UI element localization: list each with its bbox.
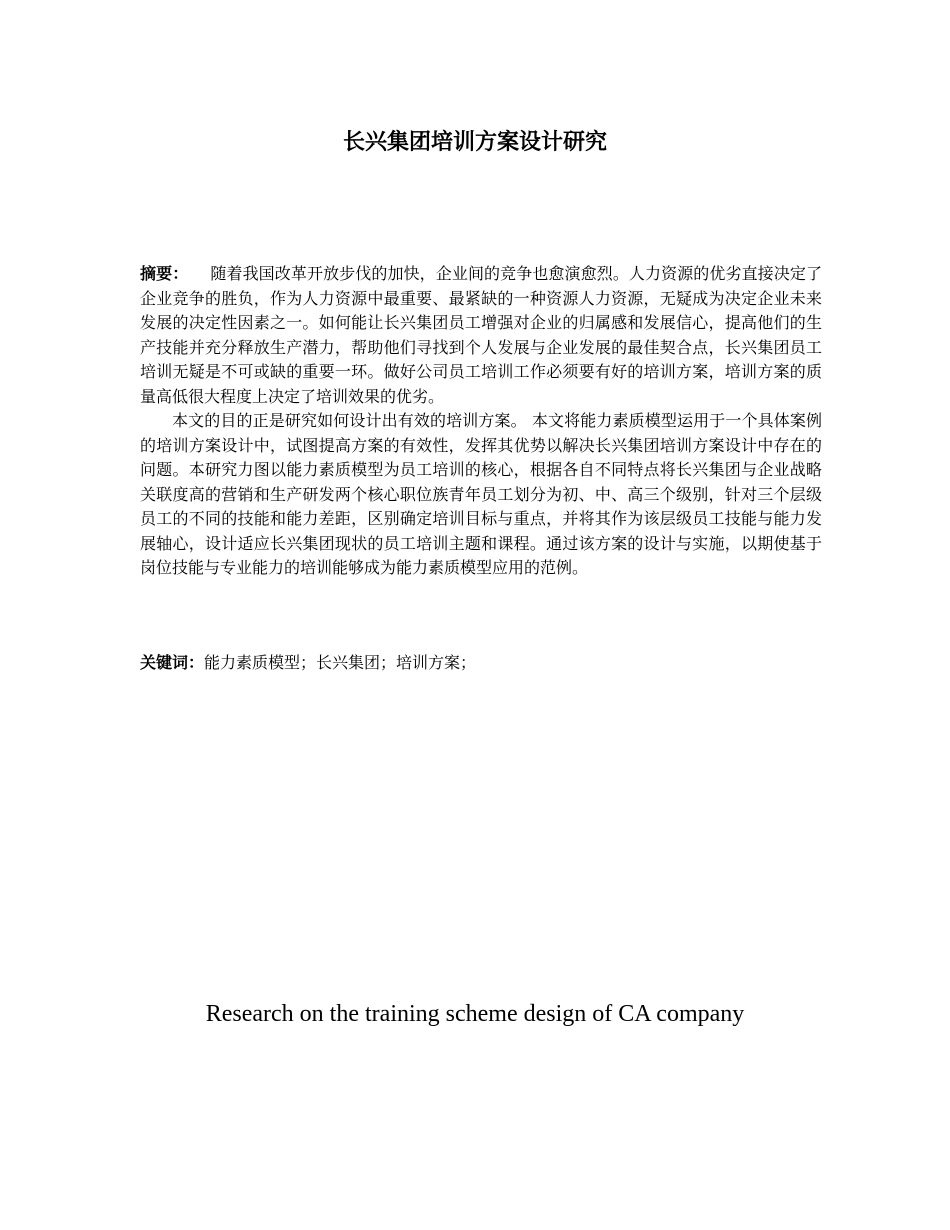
abstract-label: 摘要： bbox=[140, 264, 189, 283]
english-title: Research on the training scheme design of CA company bbox=[205, 1001, 745, 1027]
abstract-text-1: 随着我国改革开放步伐的加快，企业间的竞争也愈演愈烈。人力资源的优劣直接决定了企业竞争的胜负，作为人力资源中最重要、最紧缺的一种资源人力资源，无疑成为决定企业未来发展的决定性因素之一。如何能让长兴集团员工增强对企业的归属感和发展信心，提高他们的生产技能并充分释放生产潜力，帮助他们寻找到个人发展与企业发展的最佳契合点，长兴集团员工培训无疑是不可或缺的重要一环。做好公司员工培训工作必须要有好的培训方案，培训方案的质量高低很大程度上决定了培训效果的优劣。 bbox=[140, 264, 822, 406]
abstract-paragraph-2: 本文的目的正是研究如何设计出有效的培训方案。 本文将能力素质模型运用于一个具体案例的培训方案设计中，试图提高方案的有效性，发挥其优势以解决长兴集团培训方案设计中存在的问题。本研究力图以能力素质模型为员工培训的核心，根据各自不同特点将长兴集团与企业战略关联度高的营销和生产研发两个核心职位族青年员工划分为初、中、高三个级别，针对三个层级员工的不同的技能和能力差距，区别确定培训目标与重点，并将其作为该层级员工技能与能力发展轴心，设计适应长兴集团现状的员工培训主题和课程。通过该方案的设计与实施，以期使基于岗位技能与专业能力的培训能够成为能力素质模型应用的范例。 bbox=[140, 411, 822, 577]
keywords-value: 能力素质模型；长兴集团；培训方案； bbox=[204, 653, 477, 672]
abstract-section bbox=[140, 262, 822, 581]
abstract-paragraph-1 bbox=[140, 262, 822, 409]
keywords-label: 关键词： bbox=[140, 653, 205, 672]
keywords-line bbox=[140, 651, 822, 675]
page-title: 长兴集团培训方案设计研究 bbox=[342, 130, 607, 155]
